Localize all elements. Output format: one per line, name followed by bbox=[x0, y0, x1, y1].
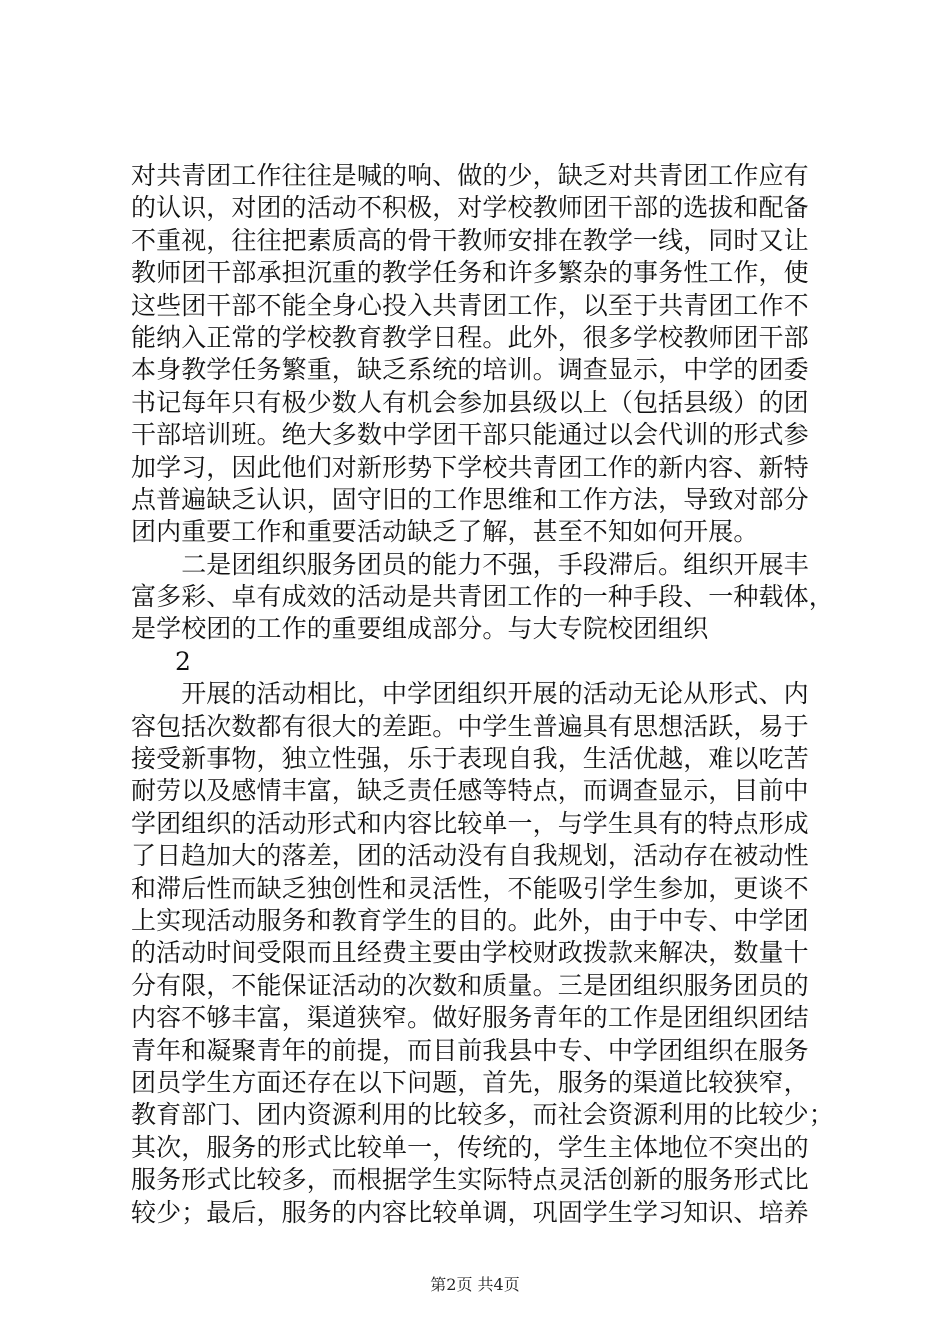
text-line: 加学习，因此他们对新形势下学校共青团工作的新内容、新特 bbox=[131, 452, 809, 482]
text-line: 是学校团的工作的重要组成部分。与大专院校团组织 bbox=[131, 614, 709, 644]
text-line: 团员学生方面还存在以下问题，首先，服务的渠道比较狭窄， bbox=[131, 1067, 809, 1097]
text-line: 学团组织的活动形式和内容比较单一，与学生具有的特点形成 bbox=[131, 808, 809, 838]
text-line: 耐劳以及感情丰富，缺乏责任感等特点，而调查显示，目前中 bbox=[131, 776, 809, 806]
text-line: 对共青团工作往往是喊的响、做的少，缺乏对共青团工作应有 bbox=[131, 161, 809, 190]
text-line: 接受新事物，独立性强，乐于表现自我，生活优越，难以吃苦 bbox=[131, 744, 809, 774]
text-line: 上实现活动服务和教育学生的目的。此外，由于中专、中学团 bbox=[131, 905, 809, 935]
body-text bbox=[131, 160, 834, 1229]
text-line: 书记每年只有极少数人有机会参加县级以上（包括县级）的团 bbox=[131, 387, 809, 417]
text-line: 的认识，对团的活动不积极，对学校教师团干部的选拔和配备 bbox=[131, 193, 809, 223]
text-line: 富多彩、卓有成效的活动是共青团工作的一种手段、一种载体， bbox=[131, 582, 834, 612]
text-line: 点普遍缺乏认识，固守旧的工作思维和工作方法，导致对部分 bbox=[131, 484, 809, 514]
text-line: 的活动时间受限而且经费主要由学校财政拨款来解决，数量十 bbox=[131, 938, 809, 968]
text-line: 能纳入正常的学校教育教学日程。此外，很多学校教师团干部 bbox=[131, 322, 809, 352]
text-line: 分有限，不能保证活动的次数和质量。三是团组织服务团员的 bbox=[131, 970, 809, 1000]
text-line: 不重视，往往把素质高的骨干教师安排在教学一线，同时又让 bbox=[131, 225, 809, 255]
text-line: 了日趋加大的落差，团的活动没有自我规划，活动存在被动性 bbox=[131, 841, 809, 871]
text-line: 教师团干部承担沉重的教学任务和许多繁杂的事务性工作，使 bbox=[131, 258, 809, 288]
text-line: 服务形式比较多，而根据学生实际特点灵活创新的服务形式比 bbox=[131, 1165, 809, 1195]
text-line: 和滞后性而缺乏独创性和灵活性，不能吸引学生参加，更谈不 bbox=[131, 873, 809, 903]
text-line: 这些团干部不能全身心投入共青团工作，以至于共青团工作不 bbox=[131, 290, 809, 320]
text-line: 本身教学任务繁重，缺乏系统的培训。调查显示，中学的团委 bbox=[131, 355, 809, 385]
text-line: 容包括次数都有很大的差距。中学生普遍具有思想活跃，易于 bbox=[131, 711, 809, 741]
text-line: 青年和凝聚青年的前提，而目前我县中专、中学团组织在服务 bbox=[131, 1035, 809, 1065]
text-line: 教育部门、团内资源利用的比较多，而社会资源利用的比较少； bbox=[131, 1100, 834, 1130]
page-footer: 第2页 共4页 bbox=[430, 1275, 520, 1294]
text-line: 干部培训班。绝大多数中学团干部只能通过以会代训的形式参 bbox=[131, 420, 809, 450]
text-line: 开展的活动相比，中学团组织开展的活动无论从形式、内 bbox=[131, 679, 809, 709]
text-line: 内容不够丰富，渠道狭窄。做好服务青年的工作是团组织团结 bbox=[131, 1003, 809, 1033]
text-line: 较少；最后，服务的内容比较单调，巩固学生学习知识、培养 bbox=[131, 1197, 809, 1227]
text-line: 二是团组织服务团员的能力不强，手段滞后。组织开展丰 bbox=[131, 549, 809, 579]
text-line: 其次，服务的形式比较单一，传统的，学生主体地位不突出的 bbox=[131, 1132, 809, 1162]
text-line: 团内重要工作和重要活动缺乏了解，甚至不知如何开展。 bbox=[131, 517, 759, 547]
inline-page-marker: 2 bbox=[175, 646, 191, 676]
